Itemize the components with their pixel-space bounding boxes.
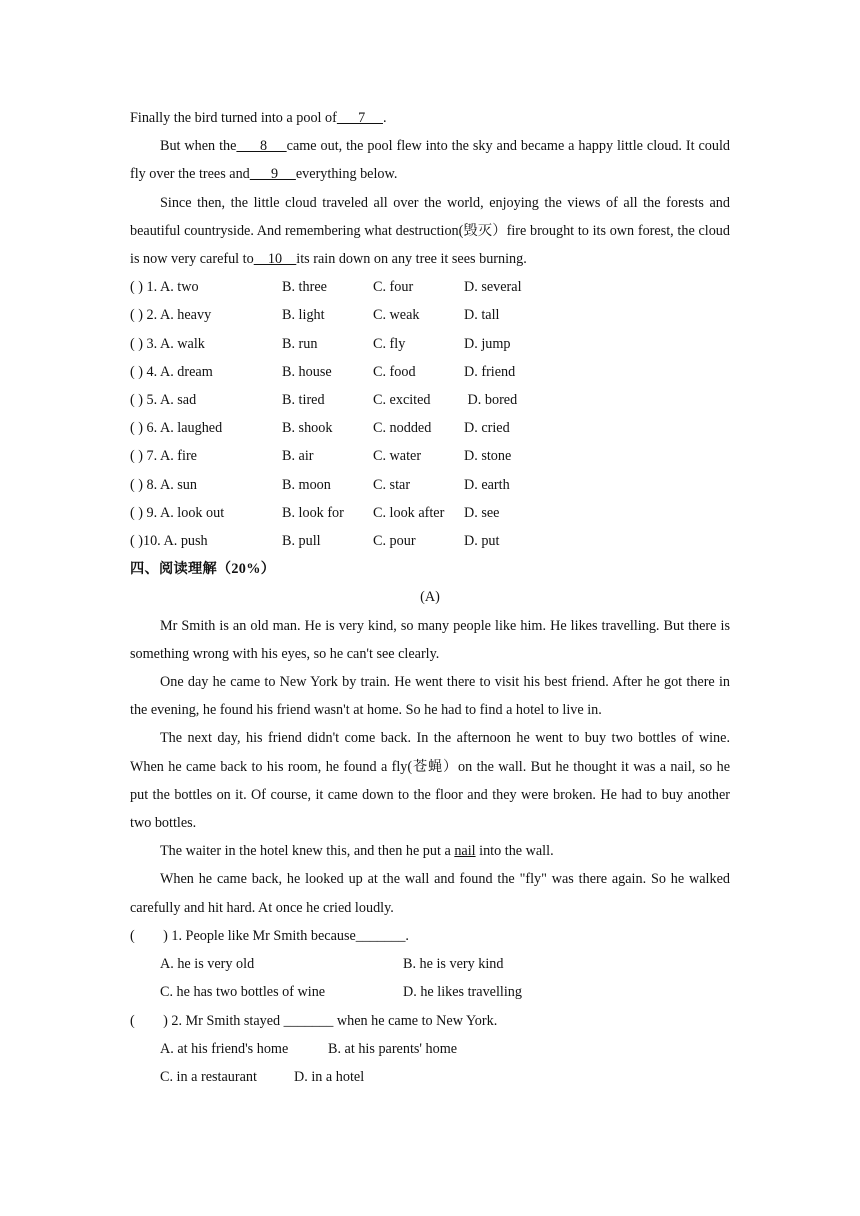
reading-paragraph-4 bbox=[130, 837, 730, 865]
blank-10: 10 bbox=[253, 251, 297, 268]
blank-9: 9 bbox=[249, 166, 296, 183]
option-b: B. three bbox=[282, 279, 327, 296]
option-c: C. star bbox=[373, 476, 411, 493]
text-run: Finally the bird turned into a pool of bbox=[130, 110, 337, 126]
option-c: C. water bbox=[373, 448, 422, 465]
option-c: C. food bbox=[373, 363, 416, 380]
question-stem: ( ) 4. A. dream bbox=[130, 363, 213, 380]
reading-paragraph-1: Mr Smith is an old man. He is very kind, so many people like him. He likes travelling. But there is something wrong with his eyes, so he can't see clearly. bbox=[130, 617, 730, 662]
option-c: C. nodded bbox=[373, 420, 432, 437]
question-stem: ( )10. A. push bbox=[130, 533, 208, 550]
cloze-questions bbox=[130, 273, 730, 555]
question-1-stem: ( ) 1. People like Mr Smith because_______. bbox=[130, 927, 409, 944]
option-b: B. run bbox=[282, 335, 318, 352]
option-a: A. he is very old bbox=[160, 956, 255, 973]
question-stem: ( ) 5. A. sad bbox=[130, 392, 197, 409]
question-1-options-row-2 bbox=[130, 978, 730, 1006]
option-b: B. shook bbox=[282, 420, 333, 437]
option-d: D. cried bbox=[464, 420, 510, 437]
text-run: . bbox=[382, 110, 387, 126]
option-b: B. at his parents' home bbox=[328, 1040, 458, 1057]
blank-8: 8 bbox=[236, 138, 287, 155]
question-2-options-row-1 bbox=[130, 1035, 730, 1063]
option-b: B. air bbox=[282, 448, 314, 465]
option-d: D. tall bbox=[464, 307, 500, 324]
option-d: D. friend bbox=[464, 363, 516, 380]
question-stem: ( ) 6. A. laughed bbox=[130, 420, 223, 437]
underlined-word: nail bbox=[454, 843, 476, 860]
question-row bbox=[130, 442, 730, 470]
cloze-paragraph-2 bbox=[130, 132, 730, 188]
question-row bbox=[130, 471, 730, 499]
text-run: came out, the pool flew into the sky and became a happy little cloud. It could fly over the trees and bbox=[130, 138, 731, 183]
text-run: everything below. bbox=[295, 166, 398, 183]
option-c: C. excited bbox=[373, 392, 431, 409]
option-b: B. look for bbox=[282, 504, 344, 521]
option-d: D. earth bbox=[464, 476, 510, 493]
option-c: C. in a restaurant bbox=[160, 1068, 257, 1085]
reading-paragraph-3: The next day, his friend didn't come back. In the afternoon he went to buy two bottles of wine. When he came back to his room, he found a fly(苍蝇）on the wall. But he thought it was a nail, so he put the bottles on it. Of course, it came down to the floor and they were broken. He had to buy another two bottles. bbox=[130, 730, 730, 832]
cloze-line-7 bbox=[130, 104, 730, 132]
question-row bbox=[130, 330, 730, 358]
question-row bbox=[130, 301, 730, 329]
option-c: C. four bbox=[373, 279, 414, 296]
text-run: But when the bbox=[160, 138, 237, 155]
option-c: C. he has two bottles of wine bbox=[160, 984, 326, 1001]
passage-label: (A) bbox=[420, 589, 440, 606]
option-c: C. weak bbox=[373, 307, 420, 324]
option-b: B. light bbox=[282, 307, 325, 324]
text-run: The waiter in the hotel knew this, and then he put a bbox=[160, 843, 455, 860]
option-d: D. several bbox=[464, 279, 522, 296]
question-1-options-row-1 bbox=[130, 950, 730, 978]
question-row bbox=[130, 527, 730, 555]
reading-paragraph-5: When he came back, he looked up at the wall and found the "fly" was there again. So he walked carefully and hit hard. At once he cried loudly. bbox=[130, 871, 730, 916]
option-c: C. fly bbox=[373, 335, 406, 352]
document-page bbox=[130, 104, 730, 1091]
question-row bbox=[130, 414, 730, 442]
option-a: A. at his friend's home bbox=[160, 1040, 289, 1057]
option-d: D. jump bbox=[464, 335, 511, 352]
question-row bbox=[130, 499, 730, 527]
text-run: into the wall. bbox=[475, 843, 554, 860]
question-stem: ( ) 8. A. sun bbox=[130, 476, 197, 493]
question-stem: ( ) 9. A. look out bbox=[130, 504, 225, 521]
question-row bbox=[130, 386, 730, 414]
option-c: C. pour bbox=[373, 533, 416, 550]
question-row bbox=[130, 358, 730, 386]
option-d: D. in a hotel bbox=[294, 1068, 365, 1085]
question-stem: ( ) 1. A. two bbox=[130, 279, 199, 296]
blank-7: 7 bbox=[336, 110, 383, 126]
option-d: D. stone bbox=[464, 448, 512, 465]
option-d: D. see bbox=[464, 504, 500, 521]
option-c: C. look after bbox=[373, 504, 445, 521]
question-2-options-row-2 bbox=[130, 1063, 730, 1091]
option-d: D. he likes travelling bbox=[403, 984, 522, 1001]
option-d: D. put bbox=[464, 533, 500, 550]
text-run: its rain down on any tree it sees burning. bbox=[296, 251, 527, 268]
section-heading: 四、阅读理解（20%） bbox=[130, 561, 276, 578]
option-b: B. he is very kind bbox=[403, 956, 504, 973]
text-run: Since then, the little cloud traveled all over the world, enjoying the views of all the forests and beautiful countryside. And remembering what destruction(毁灭）fire brought to its own forest, the cloud is now very careful to bbox=[130, 194, 730, 268]
reading-paragraph-2: One day he came to New York by train. He went there to visit his best friend. After he got there in the evening, he found his friend wasn't at home. So he had to find a hotel to live in. bbox=[130, 674, 730, 719]
question-stem: ( ) 3. A. walk bbox=[130, 335, 205, 352]
option-b: B. pull bbox=[282, 533, 321, 550]
question-stem: ( ) 7. A. fire bbox=[130, 448, 197, 465]
option-d: D. bored bbox=[464, 392, 518, 409]
option-b: B. house bbox=[282, 363, 332, 380]
question-2-stem: ( ) 2. Mr Smith stayed _______ when he came to New York. bbox=[130, 1012, 498, 1029]
option-b: B. tired bbox=[282, 392, 325, 409]
question-row bbox=[130, 273, 730, 301]
option-b: B. moon bbox=[282, 476, 331, 493]
question-stem: ( ) 2. A. heavy bbox=[130, 307, 212, 324]
cloze-paragraph-3 bbox=[130, 189, 730, 274]
